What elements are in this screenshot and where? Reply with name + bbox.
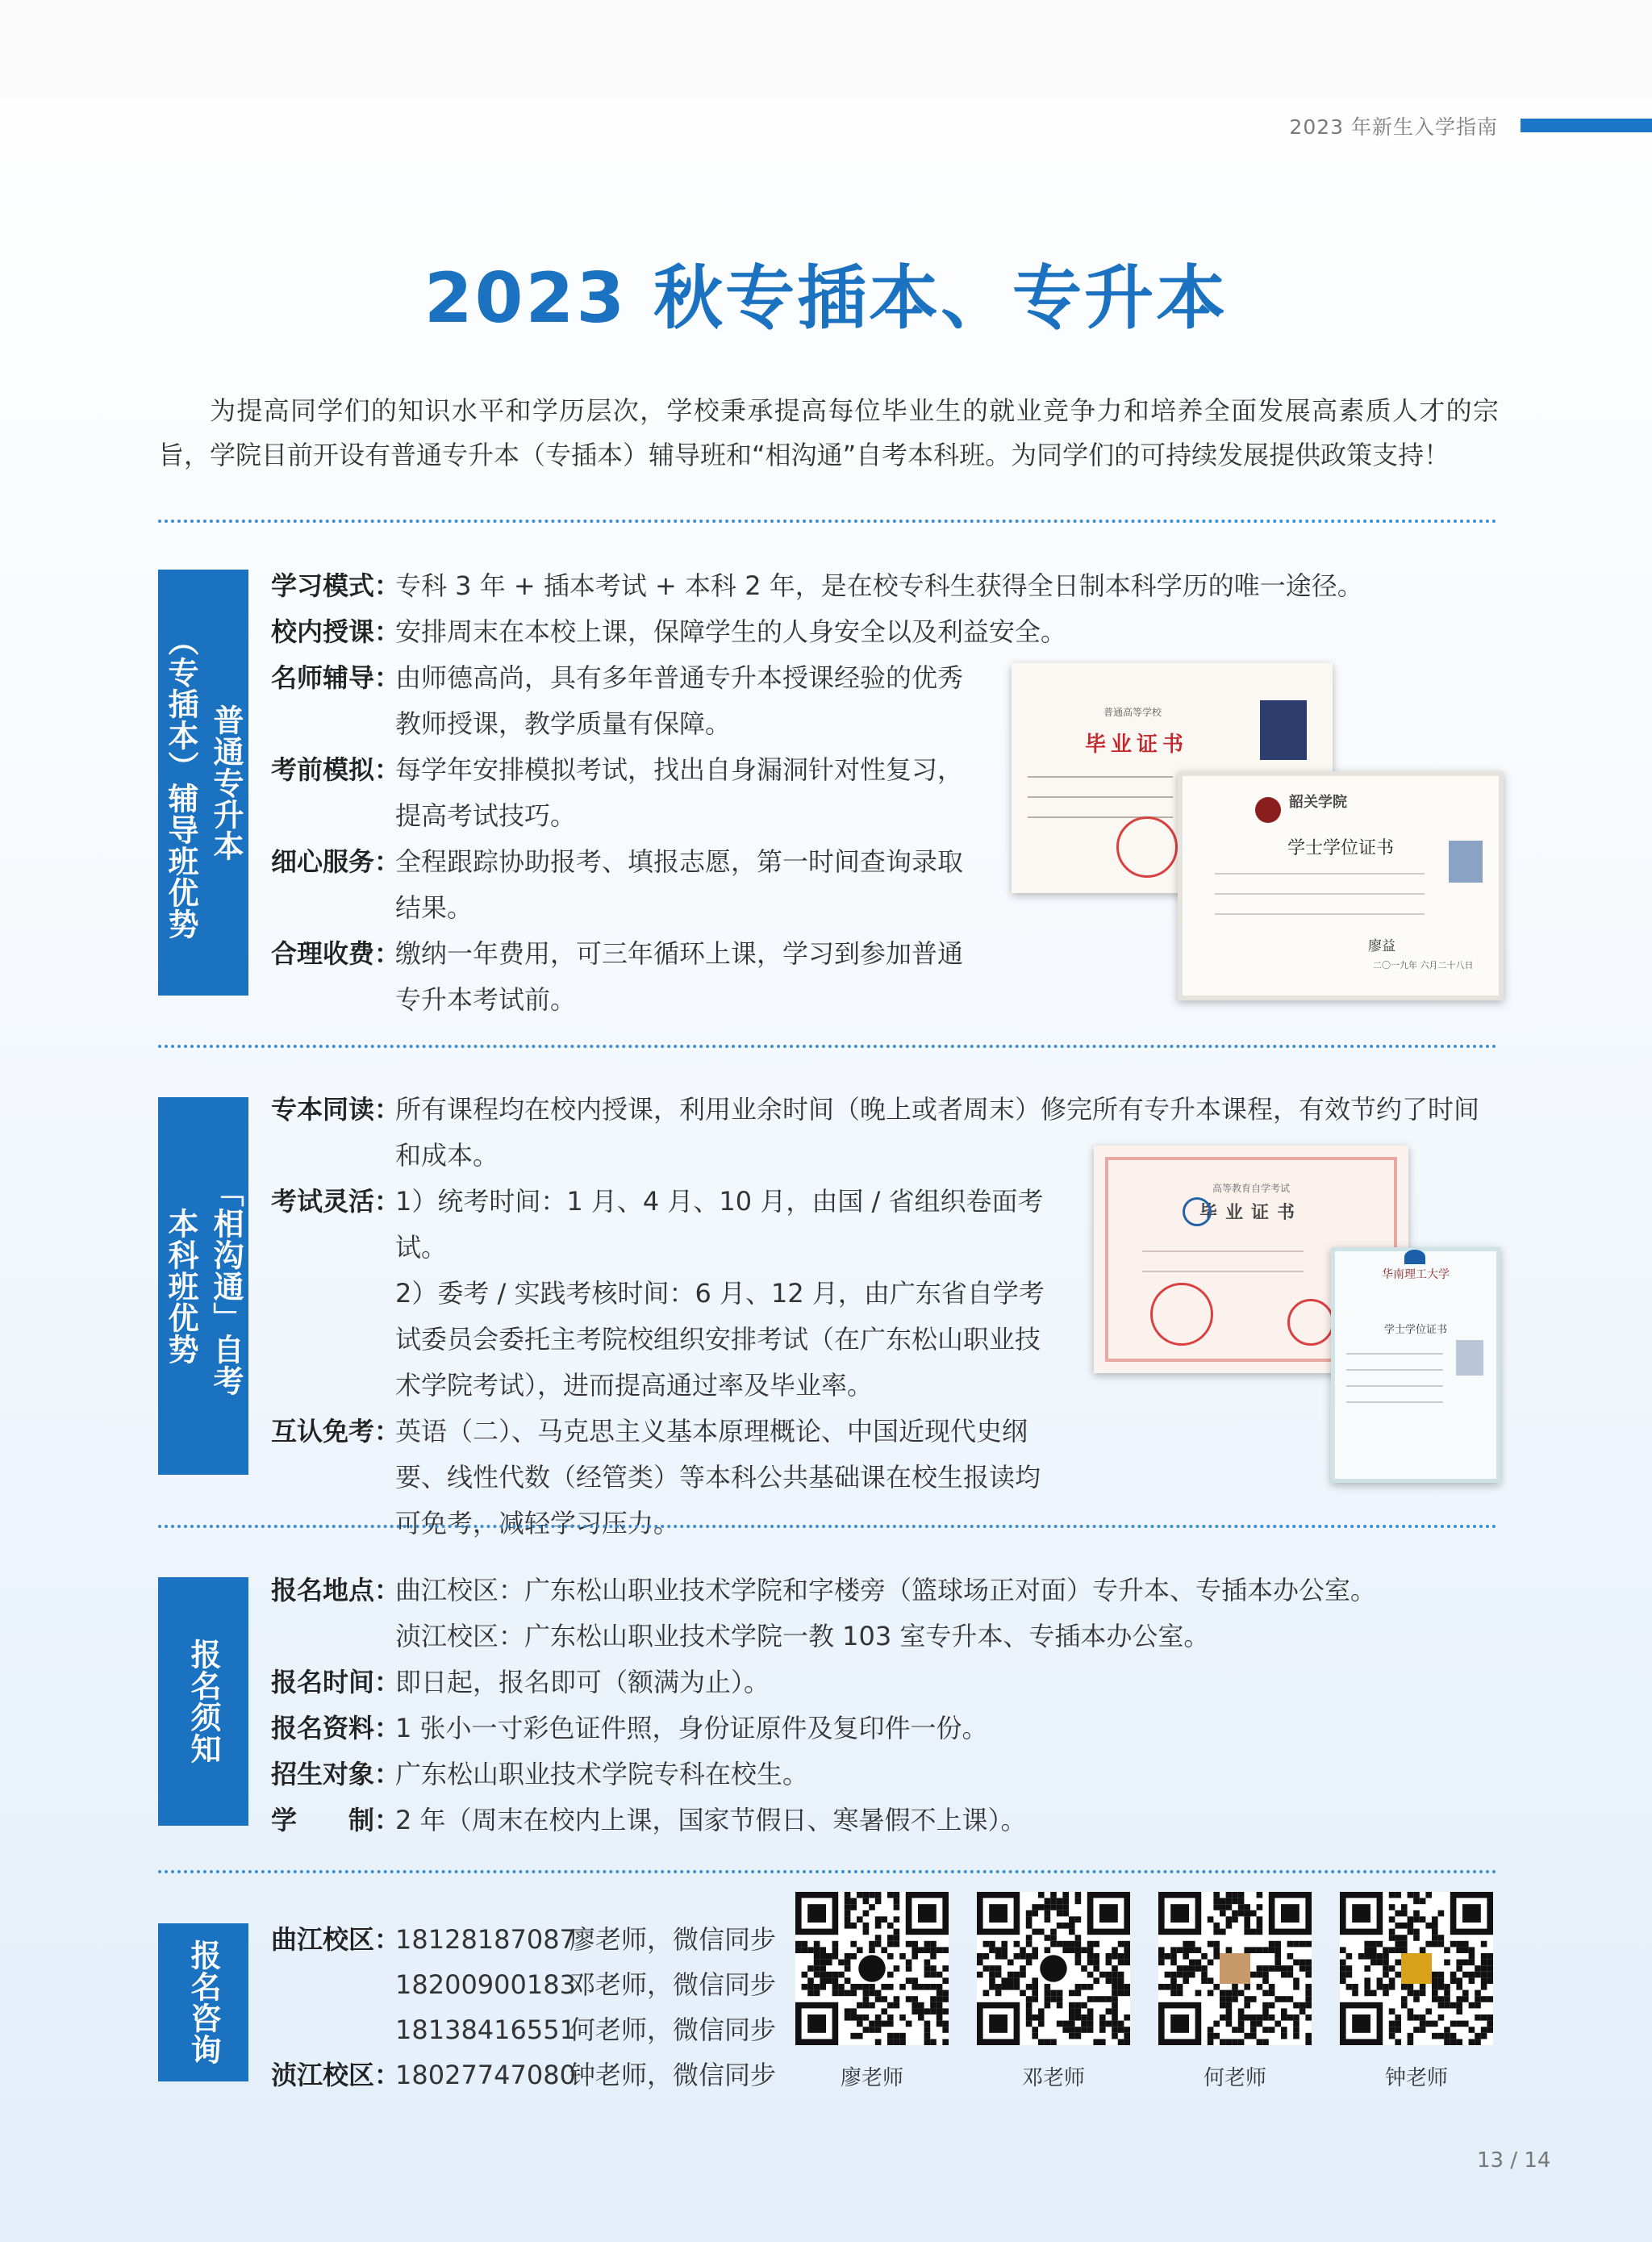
section3-item (271, 1568, 1497, 1614)
seal-icon (1116, 816, 1178, 878)
item-text: 由师德高尚，具有多年普通专升本授课经验的优秀教师授课，教学质量有保障。 (395, 662, 964, 739)
section1-item (271, 563, 1497, 609)
cert-title: 学士学位证书 (1287, 838, 1394, 858)
photo-icon (1260, 700, 1307, 760)
section1-label (158, 570, 248, 996)
item-text: 1 张小一寸彩色证件照，身份证原件及复印件一份。 (395, 1713, 988, 1743)
scut-degree-certificate-image (1331, 1247, 1500, 1483)
campus-label: 浈江校区： (271, 2060, 401, 2090)
item-label (271, 1271, 395, 1409)
campus-label (271, 1962, 395, 2007)
cert-header: 高等教育自学考试 (1212, 1183, 1290, 1194)
section1-item (271, 747, 981, 839)
item-label: 校内授课： (271, 616, 401, 647)
section1-item (271, 655, 981, 747)
item-label: 考试灵活： (271, 1186, 401, 1217)
teacher-name: 邓老师，微信同步 (569, 1969, 777, 2000)
cert-school: 普通高等学校 (1103, 707, 1162, 718)
item-label: 学习模式： (271, 570, 401, 601)
item-text: 2）委考 / 实践考核时间：6 月、12 月，由广东省自学考试委员会委托主考院校组织安排考试（在广东松山职业技术学院考试），进而提高通过率及毕业率。 (395, 1278, 1045, 1401)
item-text: 缴纳一年费用，可三年循环上课，学习到参加普通专升本考试前。 (395, 938, 964, 1015)
contact-row (271, 2052, 776, 2098)
cert-title: 学士学位证书 (1383, 1324, 1447, 1336)
section2-item (271, 1271, 1058, 1409)
header-label: 2023 年新生入学指南 (1289, 115, 1498, 139)
contact-row (271, 2007, 776, 2052)
teacher-name: 何老师，微信同步 (569, 2014, 777, 2045)
divider (158, 1525, 1497, 1528)
cert-signature: 廖益 (1368, 938, 1395, 954)
campus-label: 曲江校区： (271, 1924, 401, 1955)
section2-item (271, 1179, 1058, 1271)
page-title: 2023 秋专插本、专升本 (423, 258, 1229, 339)
section3-label-text: 报名须知 (186, 1639, 221, 1764)
section2-label-col1: 「相沟通」自考 (208, 1175, 244, 1397)
item-label: 名师辅导： (271, 662, 401, 693)
qr-caption: 邓老师 (1021, 2066, 1085, 2090)
item-text: 每学年安排模拟考试，找出自身漏洞针对性复习，提高考试技巧。 (395, 754, 964, 831)
section3-item (271, 1751, 1497, 1797)
item-text: 浈江校区：广东松山职业技术学院一教 103 室专升本、专插本办公室。 (395, 1621, 1210, 1651)
phone-number: 18138416551 (395, 2014, 576, 2045)
emblem-icon (1183, 1197, 1212, 1226)
intro-paragraph: 为提高同学们的知识水平和学历层次，学校秉承提高每位毕业生的就业竞争力和培养全面发展高素质人才的宗旨，学院目前开设有普通专升本（专插本）辅导班和“相沟通”自考本科班。为同学们的可持续发展提供政策支持！ (158, 395, 1499, 470)
qr-caption: 何老师 (1203, 2066, 1266, 2090)
seal-icon (1287, 1299, 1334, 1346)
section3-label (158, 1577, 248, 1826)
section3-item (271, 1660, 1497, 1706)
section1-label-col2: （专插本）辅导班优势 (163, 625, 198, 940)
item-text: 曲江校区：广东松山职业技术学院和字楼旁（篮球场正对面）专升本、专插本办公室。 (395, 1575, 1377, 1605)
section1-item (271, 609, 1497, 655)
item-text: 1）统考时间：1 月、4 月、10 月，由国 / 省组织卷面考试。 (395, 1186, 1044, 1263)
page-number: 13 / 14 (1477, 2148, 1551, 2173)
qr-caption: 廖老师 (840, 2066, 903, 2090)
header-accent-bar (1521, 119, 1652, 132)
teacher-name: 廖老师，微信同步 (569, 1924, 777, 1955)
qr-code-icon[interactable] (1340, 1892, 1493, 2045)
cert-date: 二〇一九年 六月二十八日 (1373, 960, 1474, 971)
section2-label (158, 1097, 248, 1475)
campus-label (271, 2007, 395, 2052)
item-label: 专本同读： (271, 1094, 401, 1125)
item-text: 全程跟踪协助报考、填报志愿，第一时间查询录取结果。 (395, 846, 964, 923)
item-text: 安排周末在本校上课，保障学生的人身安全以及利益安全。 (395, 616, 1067, 647)
section1-item (271, 931, 981, 1023)
contact-row (271, 1962, 776, 2007)
top-band (0, 0, 1652, 98)
photo-icon (1449, 841, 1483, 883)
item-label: 合理收费： (271, 938, 401, 969)
item-label: 报名地点： (271, 1575, 401, 1605)
item-text: 所有课程均在校内授课，利用业余时间（晚上或者周末）修完所有专升本课程，有效节约了时间和成本。 (395, 1094, 1480, 1171)
item-label: 互认免考： (271, 1416, 401, 1447)
qr-caption: 钟老师 (1384, 2066, 1448, 2090)
phone-number: 18027747080 (395, 2060, 576, 2090)
item-label: 细心服务： (271, 846, 401, 877)
item-text: 即日起，报名即可（额满为止）。 (395, 1667, 770, 1697)
section4-label (158, 1923, 248, 2081)
school-logo-icon (1255, 797, 1281, 823)
item-label: 考前模拟： (271, 754, 401, 785)
section4-label-text: 报名咨询 (186, 1939, 221, 2065)
section3-item (271, 1706, 1497, 1751)
divider (158, 520, 1497, 523)
phone-number: 18128187087 (395, 1924, 576, 1955)
qr-code-icon[interactable] (1158, 1892, 1312, 2045)
item-text: 2 年（周末在校内上课，国家节假日、寒暑假不上课）。 (395, 1805, 1027, 1835)
cert-title: 毕业证书 (1084, 733, 1188, 757)
item-label: 报名资料： (271, 1713, 401, 1743)
item-text: 专科 3 年 + 插本考试 + 本科 2 年，是在校专科生获得全日制本科学历的唯一途径。 (395, 570, 1363, 601)
bachelor-degree-certificate-image (1178, 771, 1504, 1000)
phone-number: 18200900183 (395, 1969, 576, 2000)
cert-school: 华南理工大学 (1382, 1268, 1450, 1281)
item-label (271, 1614, 395, 1660)
qr-code-icon[interactable] (795, 1892, 949, 2045)
divider (158, 1045, 1497, 1048)
section3-item (271, 1614, 1497, 1660)
teacher-name: 钟老师，微信同步 (569, 2060, 777, 2090)
contact-list (271, 1917, 776, 2098)
qr-code-icon[interactable] (977, 1892, 1130, 2045)
contact-row (271, 1917, 776, 1962)
section2-label-col2: 本科班优势 (163, 1207, 198, 1365)
section3-list (271, 1568, 1497, 1843)
item-label: 学 制： (271, 1805, 401, 1835)
cert-title: 毕业证书 (1199, 1202, 1303, 1223)
section3-item (271, 1797, 1497, 1843)
section1-item (271, 839, 981, 931)
cert-school: 韶关学院 (1289, 794, 1347, 811)
school-logo-icon (1404, 1250, 1425, 1264)
photo-icon (1456, 1340, 1483, 1376)
item-text: 广东松山职业技术学院专科在校生。 (395, 1759, 809, 1789)
item-label: 报名时间： (271, 1667, 401, 1697)
divider (158, 1870, 1497, 1873)
item-text: 英语（二）、马克思主义基本原理概论、中国近现代史纲要、线性代数（经管类）等本科公共基础课在校生报读均可免考，减轻学习压力。 (395, 1416, 1041, 1539)
item-label: 招生对象： (271, 1759, 401, 1789)
section1-label-col1: 普通专升本 (208, 703, 244, 862)
seal-icon (1150, 1283, 1213, 1346)
